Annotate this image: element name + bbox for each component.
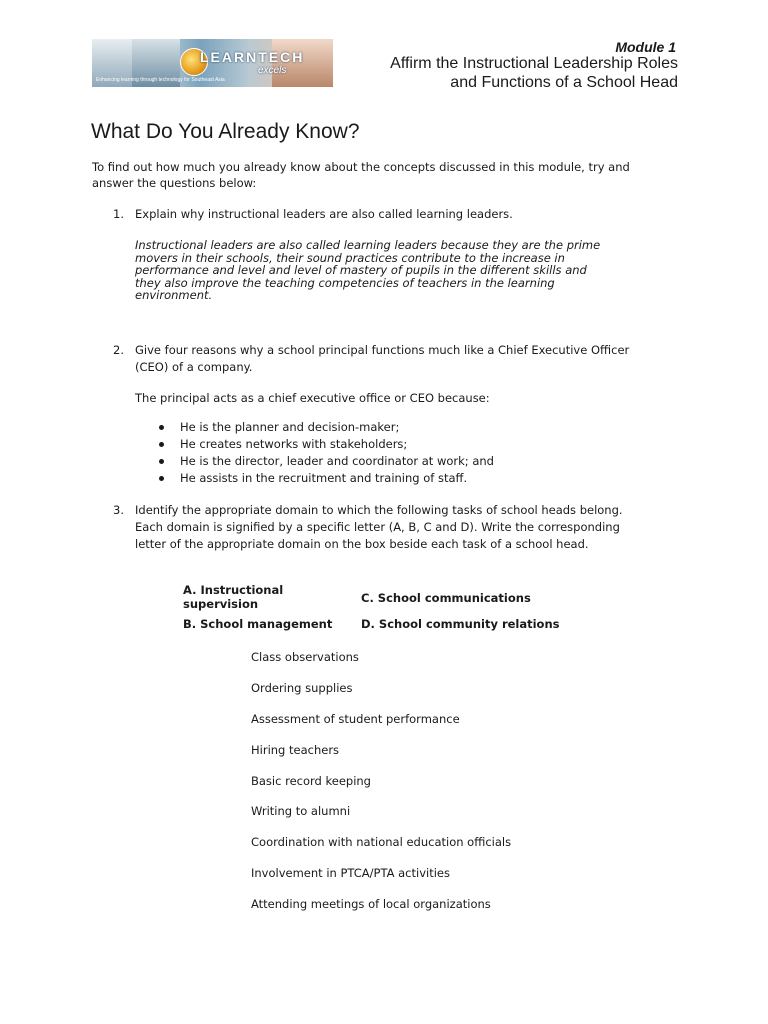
q2-number: 2. xyxy=(113,343,124,357)
task-item: Basic record keeping xyxy=(251,774,371,788)
learntech-banner-image xyxy=(92,39,333,87)
intro-paragraph: To find out how much you already know about the concepts discussed in this module, try and answer the questions below: xyxy=(92,160,630,190)
q2-text-line2: (CEO) of a company. xyxy=(135,360,253,374)
domain-c: C. School communications xyxy=(361,591,531,605)
task-item: Attending meetings of local organizations xyxy=(251,897,491,911)
task-item: Assessment of student performance xyxy=(251,712,460,726)
q1-text: Explain why instructional leaders are also called learning leaders. xyxy=(135,207,513,221)
q1-answer-line: Instructional leaders are also called learning leaders because they are the prime xyxy=(135,238,601,252)
domain-b: B. School management xyxy=(183,617,333,631)
q3-text-line: Identify the appropriate domain to which the following tasks of school heads belong. xyxy=(135,503,623,517)
domain-a-line1: A. Instructional xyxy=(183,583,284,597)
list-item: He is the planner and decision-maker; xyxy=(135,419,494,436)
module-label: Module 1 xyxy=(615,39,676,55)
list-item: He assists in the recruitment and training of staff. xyxy=(135,470,494,487)
q1-answer-line: environment. xyxy=(135,288,213,303)
task-item: Class observations xyxy=(251,650,359,664)
section-heading: What Do You Already Know? xyxy=(91,120,360,143)
module-title-line1: Affirm the Instructional Leadership Roles xyxy=(390,55,678,72)
list-item: He creates networks with stakeholders; xyxy=(135,436,494,453)
task-item: Coordination with national education officials xyxy=(251,835,512,849)
banner-tagline: Enhancing learning through technology for Southeast Asia xyxy=(96,77,225,83)
module-title xyxy=(390,54,678,92)
q2-answer-intro: The principal acts as a chief executive office or CEO because: xyxy=(135,391,490,405)
q1-answer-line: performance and level and level of mastery of pupils in the different skills and xyxy=(135,263,587,278)
q1-answer-line: movers in their schools, their sound practices contribute to the increase in xyxy=(135,250,565,265)
q2-bullet-list xyxy=(135,419,494,487)
task-item: Hiring teachers xyxy=(251,743,340,757)
domain-a xyxy=(183,583,283,611)
task-item: Writing to alumni xyxy=(251,804,351,818)
q3-number: 3. xyxy=(113,503,124,517)
q2-text-line1: Give four reasons why a school principal functions much like a Chief Executive Officer xyxy=(135,343,630,357)
module-title-line2: and Functions of a School Head xyxy=(450,74,678,91)
task-item: Involvement in PTCA/PTA activities xyxy=(251,866,450,880)
task-item: Ordering supplies xyxy=(251,681,353,695)
banner-logo-subtext: excels xyxy=(258,65,287,76)
q1-number: 1. xyxy=(113,207,124,221)
banner-logo-text: LEARNTECH xyxy=(200,49,305,65)
q3-text-line: letter of the appropriate domain on the box beside each task of a school head. xyxy=(135,537,589,551)
list-item: He is the director, leader and coordinator at work; and xyxy=(135,453,494,470)
domain-d: D. School community relations xyxy=(361,617,560,631)
q1-answer-line: they also improve the teaching competencies of teachers in the learning xyxy=(135,275,555,290)
domain-a-line2: supervision xyxy=(183,597,259,611)
q1-answer xyxy=(135,239,655,302)
q3-text-line: Each domain is signified by a specific letter (A, B, C and D). Write the corresponding xyxy=(135,520,620,534)
